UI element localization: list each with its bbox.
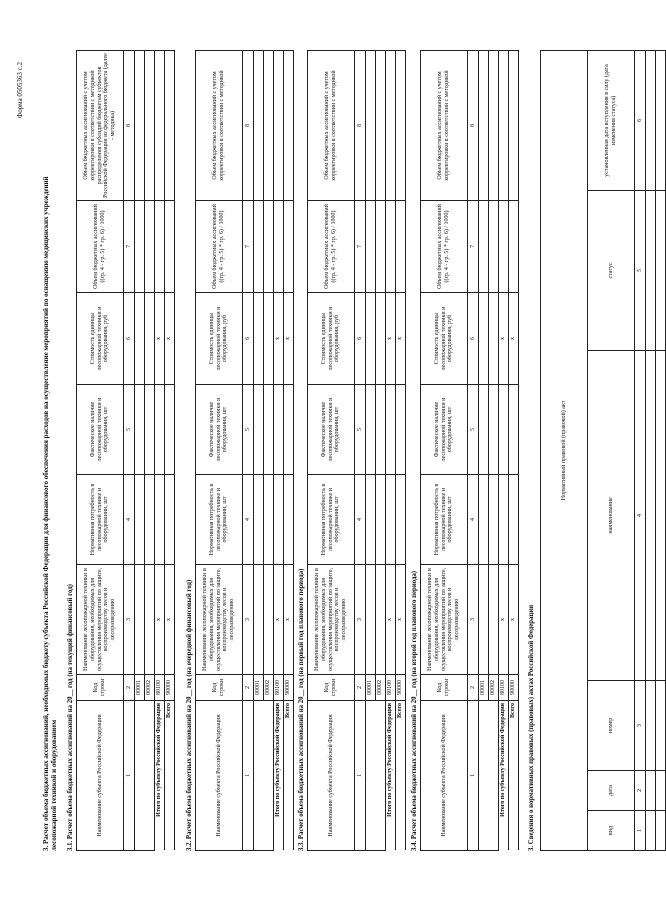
section-3-1-title: 3.1. Расчет объема бюджетных ассигнований на 20__ год (на текущий финансовый год) xyxy=(67,584,74,851)
normative-group-header: Нормативный правовой (правовой) акт xyxy=(541,50,588,850)
section-3-4-table: Наименование субъекта Российской Федерации Код строки Наименование лесопожарной техники и оборудования, необходимых для осуществления мероприятий по защите, воспроизводству лесов и лесоразведению Нормативная потребность в лесопожарной технике и оборудовании, шт Фактическое наличие лесопожарной техники и оборудования, шт Стоимость единицы лесопожарной техники и оборудования, руб Объем бюджетных ассигнований ((гр. 4 - гр. 5) * гр. 6) / 1000) Объем бюджетных ассигнований с учетом корректировки в соответствии с методикой 1 2 3 4 5 6 7 8 00001 00002 Итого по субъекту Российской Федерации 80100 x x Всего 90000 x x xyxy=(420,50,519,851)
main-title: 3. Расчет объема бюджетных ассигнований, необходимых бюджету субъекта Российской Федерации для финансового обеспечения расходов на осуществление мероприятий по оснащению медицинских учреждений лесопожарной техникой и оборудованием xyxy=(42,176,59,851)
form-code: Форма 0505363 с.2 xyxy=(16,62,24,119)
total-row: Итого по субъекту Российской Федерации 80100 x x xyxy=(155,51,165,851)
table-row: 00001 xyxy=(254,51,264,851)
col-volume: Объем бюджетных ассигнований ((гр. 4 - гр. 5) * гр. 6) / 1000) xyxy=(77,201,124,293)
col-date: дата xyxy=(588,771,635,811)
col-actual: Фактическое наличие лесопожарной техники и оборудования, шт xyxy=(77,385,124,475)
table-row: 00001 xyxy=(366,51,376,851)
table-row: 00002 xyxy=(145,51,155,851)
col-effective-date: установленная дата вступления в силу (дата изменения статуса) xyxy=(588,50,635,190)
section-3-1-table: Наименование субъекта Российской Федерации Код строки Наименование лесопожарной техники и оборудования, необходимых для осуществления мероприятий по защите, воспроизводству лесов и лесоразведению Нормативная потребность в лесопожарной технике и оборудовании, шт Фактическое наличие лесопожарной техники и оборудования, шт Стоимость единицы лесопожарной техники и оборудования, руб Объем бюджетных ассигнований ((гр. 4 - гр. 5) * гр. 6) / 1000) Объем бюджетных ассигнований с учетом корректировки в соответствии с методикой распределения субсидий бюджетам субъектов Российской Федерации из федерального бюджета (далее - методика) 1 2 3 4 5 6 7 8 00001 00002 Итого по субъекту Российской Федерации 80100 x x Всего 90000 x x xyxy=(76,50,175,851)
col-number: номер xyxy=(588,681,635,771)
col-subject: Наименование субъекта Российской Федерации xyxy=(77,701,124,851)
col-kind: вид xyxy=(588,811,635,851)
section-3-3-title: 3.3. Расчет объема бюджетных ассигнований на 20__ год (на первый год планового периода) xyxy=(298,568,305,851)
total-row: Итого по субъекту Российской Федерации 80100 x x xyxy=(386,51,396,851)
normative-table: Нормативный правовой (правовой) акт вид дата номер наименование статус установленная дата вступления в силу (дата изменения статуса) 1 2 3 4 5 6 xyxy=(540,50,666,851)
section-3-2-table: Наименование субъекта Российской Федерации Код строки Наименование лесопожарной техники и оборудования, необходимых для осуществления мероприятий по защите, воспроизводству лесов и лесоразведению Нормативная потребность в лесопожарной технике и оборудовании, шт Фактическое наличие лесопожарной техники и оборудования, шт Стоимость единицы лесопожарной техники и оборудования, руб Объем бюджетных ассигнований ((гр. 4 - гр. 5) * гр. 6) / 1000) Объем бюджетных ассигнований с учетом корректировки в соответствии с методикой 1 2 3 4 5 6 7 8 00001 00002 Итого по субъекту Российской Федерации 80100 x x Всего 90000 x x xyxy=(195,50,294,851)
grand-total-row: Всего 90000 x x xyxy=(165,51,175,851)
table-row xyxy=(646,50,656,850)
table-row: 00002 xyxy=(264,51,274,851)
section-3-2-title: 3.2. Расчет объема бюджетных ассигнований на 20__ год (на очередной финансовый год) xyxy=(186,579,193,851)
grand-total-row: Всего 90000 x x xyxy=(509,51,519,851)
section-3-3-table: Наименование субъекта Российской Федерации Код строки Наименование лесопожарной техники и оборудования, необходимых для осуществления мероприятий по защите, воспроизводству лесов и лесоразведению Нормативная потребность в лесопожарной технике и оборудовании, шт Фактическое наличие лесопожарной техники и оборудования, шт Стоимость единицы лесопожарной техники и оборудования, руб Объем бюджетных ассигнований ((гр. 4 - гр. 5) * гр. 6) / 1000) Объем бюджетных ассигнований с учетом корректировки в соответствии с методикой 1 2 3 4 5 6 7 8 00001 00002 Итого по субъекту Российской Федерации 80100 x x Всего 90000 x x xyxy=(307,50,406,851)
col-status: статус xyxy=(588,191,635,351)
table-row: 00002 xyxy=(489,51,499,851)
col-volume-adjusted: Объем бюджетных ассигнований с учетом корректировки в соответствии с методикой распределения субсидий бюджетам субъектов Российской Федерации из федерального бюджета (далее - методика) xyxy=(77,51,124,201)
table-row: 00001 xyxy=(135,51,145,851)
col-unit-cost: Стоимость единицы лесопожарной техники и оборудования, руб xyxy=(77,293,124,385)
section-3-4-title: 3.4. Расчет объема бюджетных ассигнований на 20__ год (на второй год планового периода) xyxy=(411,570,418,851)
normative-title: 3. Сведения о нормативных правовых (правовых) актах Российской Федерации xyxy=(528,604,535,851)
col-code: Код строки xyxy=(77,675,124,701)
table-row: 00001 xyxy=(479,51,489,851)
table-row: 00002 xyxy=(376,51,386,851)
col-name: наименование xyxy=(588,351,635,681)
total-row: Итого по субъекту Российской Федерации 80100 x x xyxy=(274,51,284,851)
col-equipment: Наименование лесопожарной техники и оборудования, необходимых для осуществления мероприятий по защите, воспроизводству лесов и лесоразведению xyxy=(77,565,124,675)
col-need: Нормативная потребность в лесопожарной технике и оборудовании, шт xyxy=(77,475,124,565)
table-row xyxy=(656,50,666,850)
grand-total-row: Всего 90000 x x xyxy=(284,51,294,851)
total-row: Итого по субъекту Российской Федерации 80100 x x xyxy=(499,51,509,851)
grand-total-row: Всего 90000 x x xyxy=(396,51,406,851)
